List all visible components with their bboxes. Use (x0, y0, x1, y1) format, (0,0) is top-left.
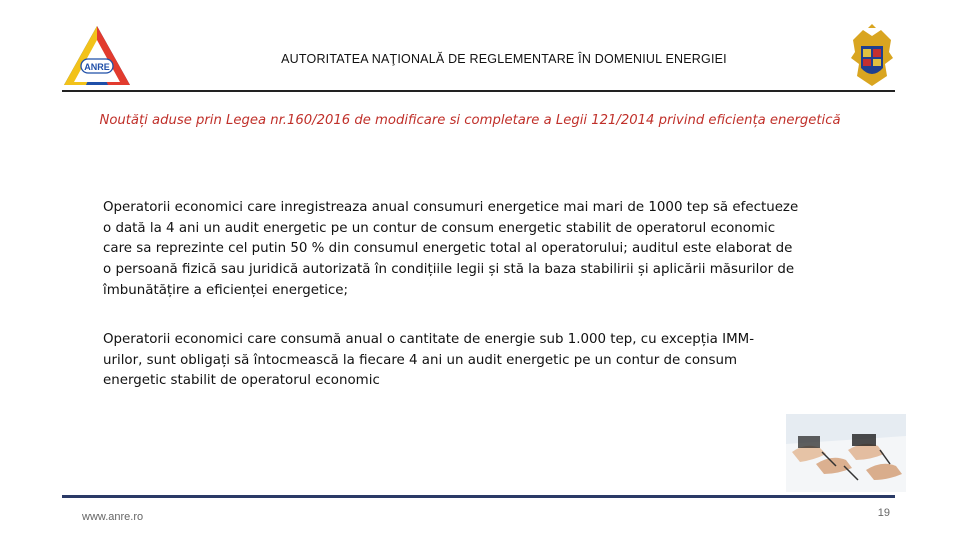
page-number: 19 (877, 507, 890, 519)
paragraph-2-lead: Operatorii economici (103, 332, 243, 347)
anre-logo-text: ANRE (84, 62, 110, 72)
header-title: AUTORITATEA NAŢIONALĂ DE REGLEMENTARE ÎN DOMENIUL ENERGIEI (281, 52, 727, 66)
coat-of-arms-icon (849, 24, 895, 88)
footer-divider (62, 495, 895, 498)
paragraph-1 (103, 198, 803, 302)
paragraph-1-text: care inregistreaza anual consumuri energetice mai mari de 1000 tep să efectueze o dată la 4 ani un audit energetic pe un contur de consum energetic stabilit de operatorul economic care sa reprezinte cel putin 50 % din consumul energetic total al operatorului; auditul este elaborat de o persoană fizică sau juridică autorizată în condițiile legii și stă la baza stabilirii și aplicării măsurilor de îmbunătățire a eficienței energetice; (103, 200, 799, 298)
header-divider (62, 90, 895, 92)
footer-url: www.anre.ro (82, 511, 144, 523)
paragraph-2-text: care consumă anual o cantitate de energie sub 1.000 tep, cu excepția IMM-urilor, sunt obligați să întocmească la fiecare 4 ani un audit energetic pe un contur de consum energetic stabilit de operatorul economic (103, 332, 755, 389)
slide-subtitle: Noutăți aduse prin Legea nr.160/2016 de modificare si completare a Legii 121/2014 privind eficiența energetică (99, 113, 841, 128)
paragraph-1-lead: Operatorii economici (103, 200, 243, 215)
anre-logo (62, 24, 132, 88)
paragraph-2 (103, 330, 783, 392)
hands-writing-photo (786, 414, 906, 492)
